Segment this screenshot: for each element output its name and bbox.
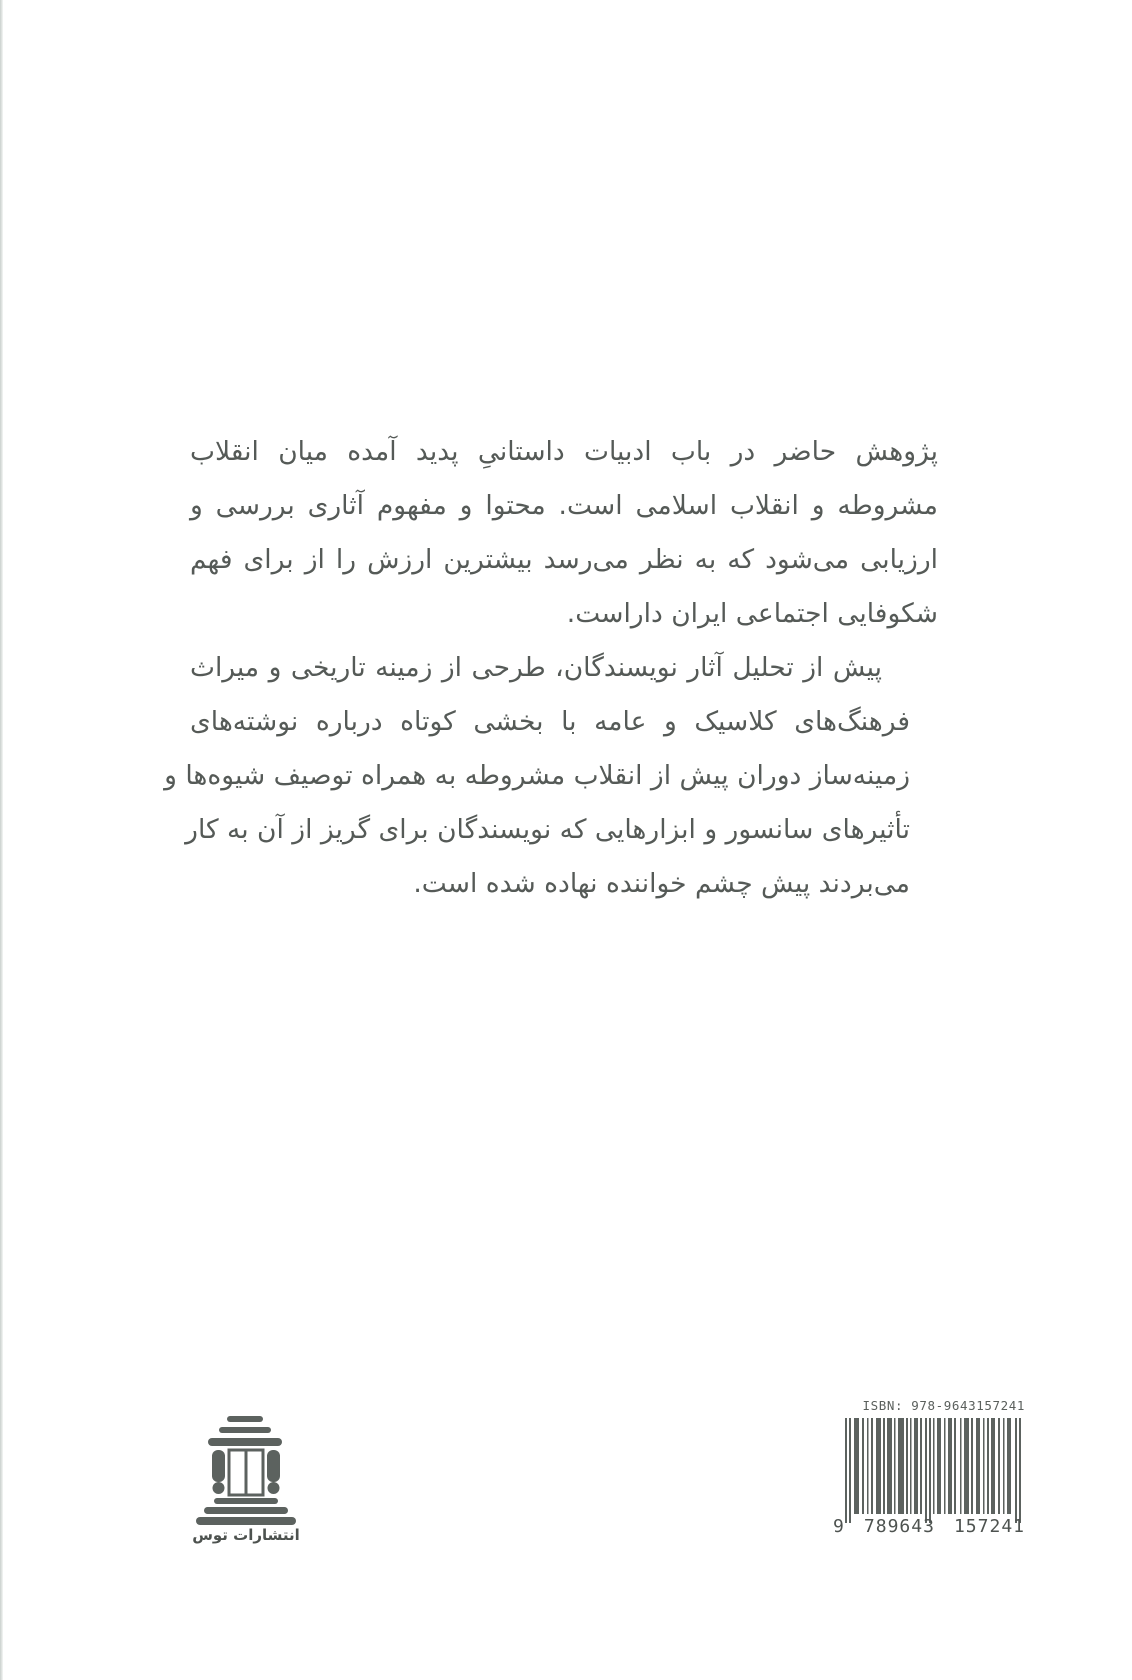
blurb-line: تأثیرهای سانسور و ابزارهایی که نویسندگان برای گریز از آن به کار xyxy=(185,814,910,845)
ean13-barcode-icon xyxy=(833,1418,1025,1523)
blurb-line: مشروطه و انقلاب اسلامی است. محتوا و مفهوم آثاری بررسی و xyxy=(190,490,938,521)
blurb-line: شکوفایی اجتماعی ایران داراست. xyxy=(566,598,938,629)
back-cover-blurb xyxy=(164,425,938,911)
ean-lead-digit: 9 xyxy=(833,1516,845,1537)
page-edge xyxy=(0,0,3,1680)
blurb-line: ارزیابی می‌شود که به نظر می‌رسد بیشترین ارزش را از برای فهم xyxy=(190,544,938,575)
publisher-logo xyxy=(182,1408,310,1548)
ean-right-group: 157241 xyxy=(953,1516,1025,1537)
blurb-line: پیش از تحلیل آثار نویسندگان، طرحی از زمینه تاریخی و میراث xyxy=(190,652,882,683)
blurb-line: می‌بردند پیش چشم خواننده نهاده شده است. xyxy=(413,868,910,899)
blurb-paragraph-2 xyxy=(164,641,938,911)
blurb-paragraph-1 xyxy=(190,425,938,641)
publisher-name: انتشارات توس xyxy=(192,1526,300,1544)
blurb-line: زمینه‌ساز دوران پیش از انقلاب مشروطه به همراه توصیف شیوه‌ها و xyxy=(164,760,910,791)
isbn-label: ISBN: 978-9643157241 xyxy=(862,1398,1025,1413)
blurb-line: پژوهش حاضر در باب ادبیات داستانیِ پدید آمده میان انقلاب xyxy=(190,436,938,467)
ean-digits xyxy=(833,1516,1025,1537)
ean-left-group: 789643 xyxy=(863,1516,935,1537)
isbn-barcode xyxy=(833,1398,1025,1543)
columned-building-icon xyxy=(182,1408,310,1526)
blurb-line: فرهنگ‌های کلاسیک و عامه با بخشی کوتاه درباره نوشته‌های xyxy=(190,706,910,737)
